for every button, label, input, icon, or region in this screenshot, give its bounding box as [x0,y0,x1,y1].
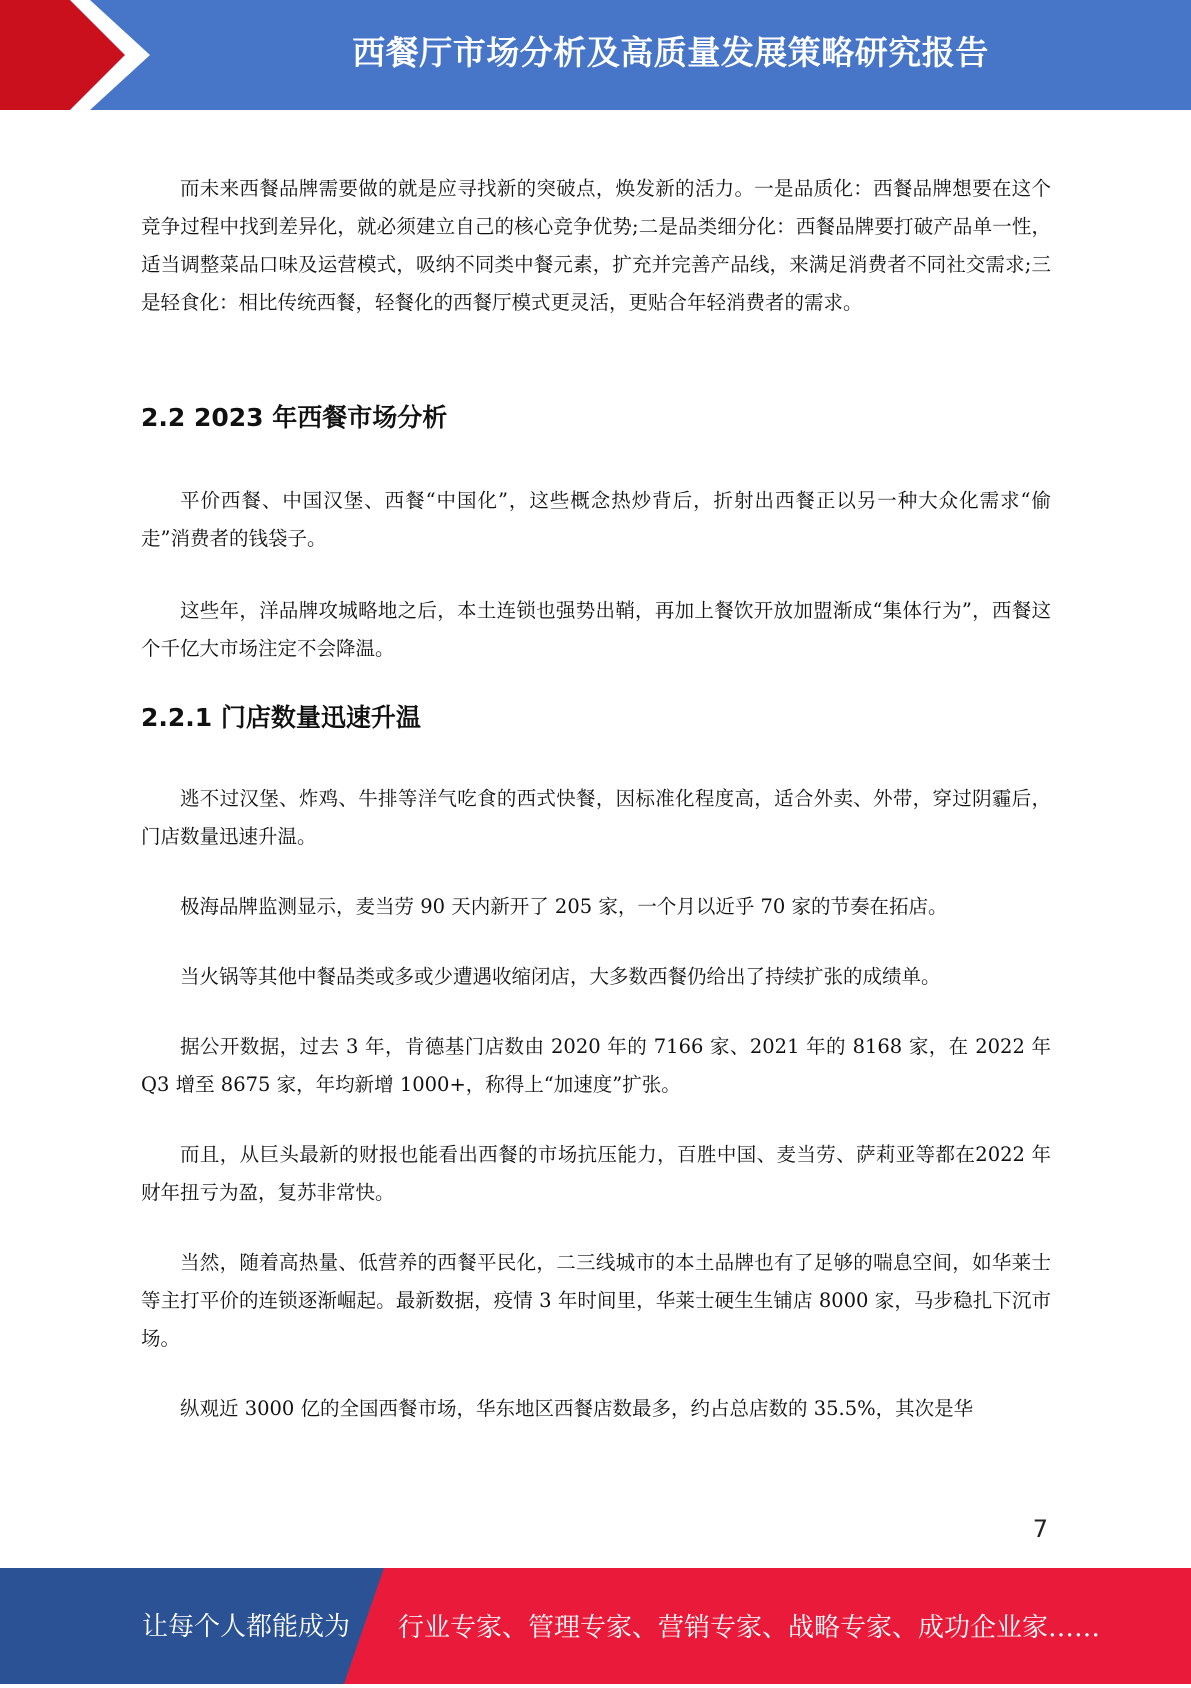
intro-paragraph: 而未来西餐品牌需要做的就是应寻找新的突破点，焕发新的活力。一是品质化：西餐品牌想要在这个竞争过程中找到差异化，就必须建立自己的核心竞争优势;二是品类细分化：西餐品牌要打破产品单一性，适当调整菜品口味及运营模式，吸纳不同类中餐元素，扩充并完善产品线，来满足消费者不同社交需求;三是轻食化：相比传统西餐，轻餐化的西餐厅模式更灵活，更贴合年轻消费者的需求。 [141,177,1051,314]
section-heading-2-2-1: 2.2.1 门店数量迅速升温 [141,703,421,732]
section-2-2-1-paragraph-2: 极海品牌监测显示，麦当劳 90 天内新开了 205 家，一个月以近乎 70 家的节奏在拓店。 [180,895,948,918]
section-2-2-1-paragraph-3: 当火锅等其他中餐品类或多或少遭遇收缩闭店，大多数西餐仍给出了持续扩张的成绩单。 [180,965,941,988]
section-heading-2-2: 2.2 2023 年西餐市场分析 [141,403,448,432]
footer-slogan-left: 让每个人都能成为 [142,1612,351,1642]
section-2-2-1-paragraph-5: 而且，从巨头最新的财报也能看出西餐的市场抗压能力，百胜中国、麦当劳、萨莉亚等都在2022 年财年扭亏为盈，复苏非常快。 [141,1143,1051,1204]
footer-slogan-right: 行业专家、管理专家、营销专家、战略专家、成功企业家…… [398,1613,1101,1643]
section-2-2-1-paragraph-4: 据公开数据，过去 3 年，肯德基门店数由 2020 年的 7166 家、2021 年的 8168 家，在 2022 年Q3 增至 8675 家，年均新增 1000+，称得上“加速度”扩张。 [141,1035,1051,1096]
report-title: 西餐厅市场分析及高质量发展策略研究报告 [352,33,989,72]
section-2-2-1-paragraph-6: 当然，随着高热量、低营养的西餐平民化，二三线城市的本土品牌也有了足够的喘息空间，如华莱士等主打平价的连锁逐渐崛起。最新数据，疫情 3 年时间里，华莱士硬生生铺店 8000 家，马步稳扎下沉市场。 [141,1251,1051,1350]
section-2-2-paragraph-1: 平价西餐、中国汉堡、西餐“中国化”，这些概念热炒背后，折射出西餐正以另一种大众化需求“偷走”消费者的钱袋子。 [141,489,1051,550]
section-2-2-1-paragraph-7: 纵观近 3000 亿的全国西餐市场，华东地区西餐店数最多，约占总店数的 35.5%，其次是华 [180,1397,974,1420]
page-content [141,170,1051,1428]
section-2-2-1-paragraph-1: 逃不过汉堡、炸鸡、牛排等洋气吃食的西式快餐，因标准化程度高，适合外卖、外带，穿过阴霾后，门店数量迅速升温。 [141,787,1051,848]
header-red-chevron-decoration [0,0,160,110]
page-header [0,0,1191,110]
section-2-2-paragraph-2: 这些年，洋品牌攻城略地之后，本土连锁也强势出鞘，再加上餐饮开放加盟渐成“集体行为”，西餐这个千亿大市场注定不会降温。 [141,599,1051,660]
page-number: 7 [1032,1515,1048,1543]
page-footer [0,1568,1191,1684]
